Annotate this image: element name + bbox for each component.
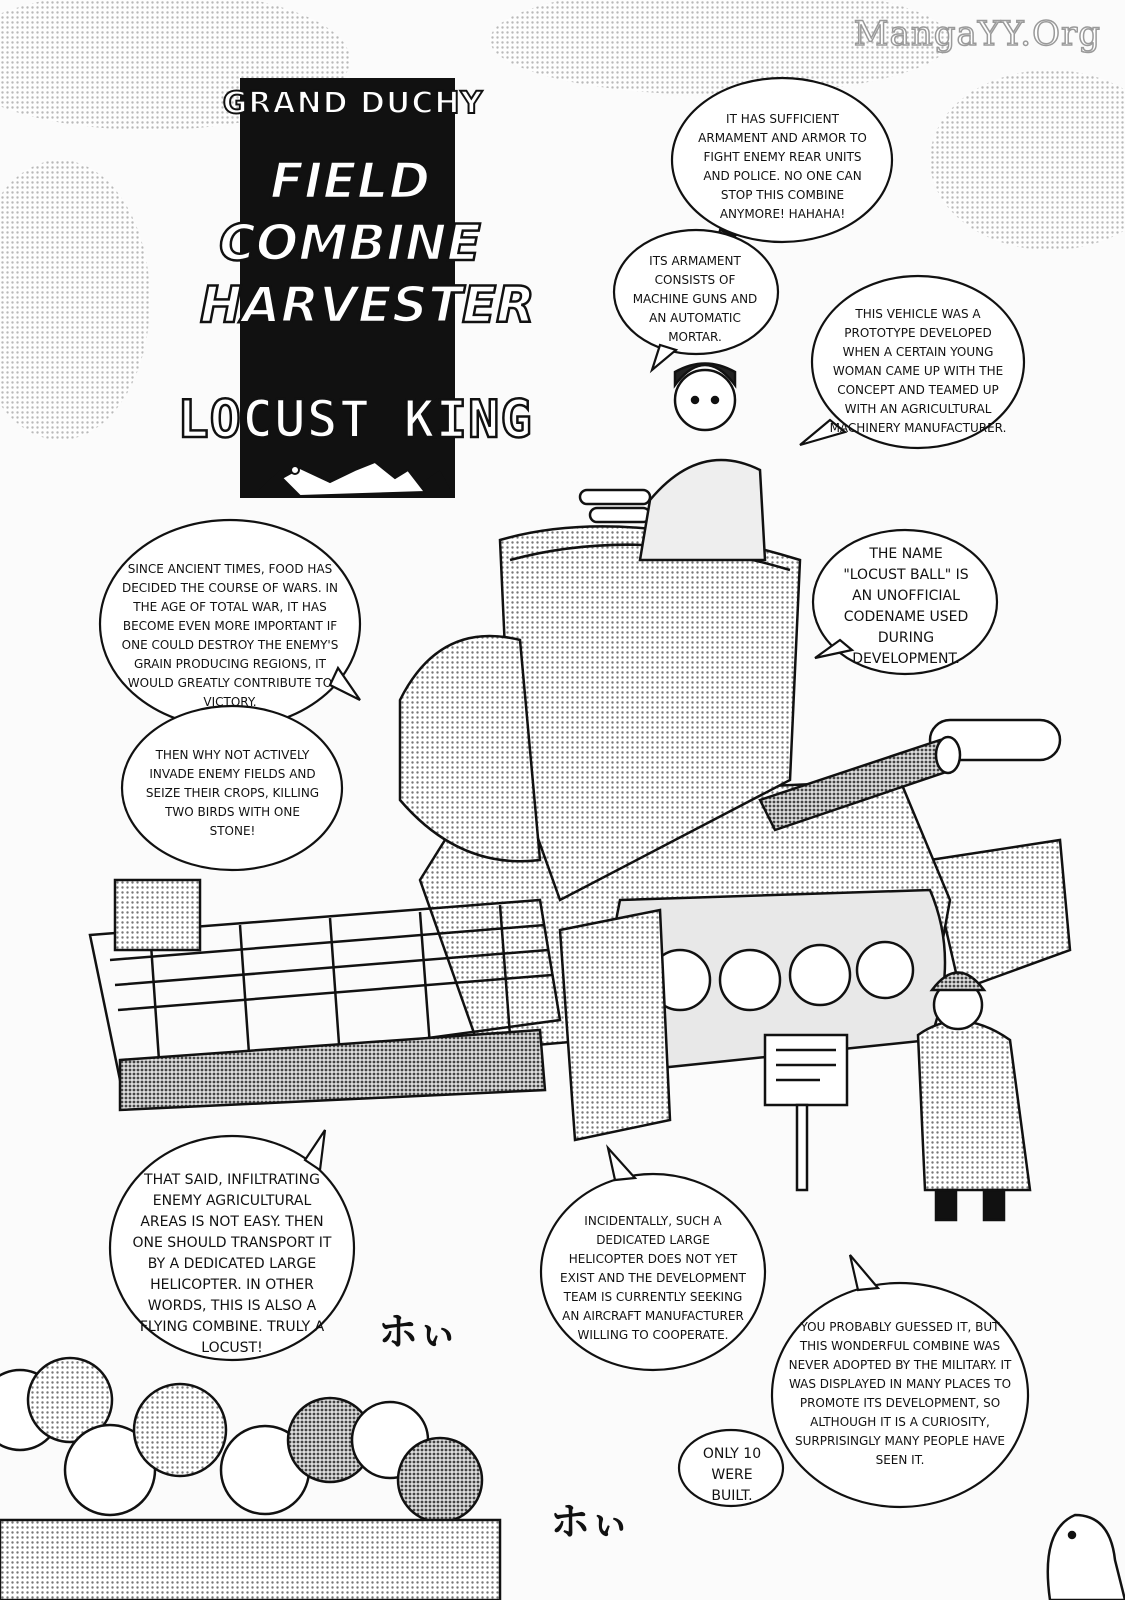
crowd — [0, 1358, 500, 1600]
info-sign — [765, 1035, 847, 1190]
title-line-field: FIELD — [269, 152, 431, 210]
sfx-left: ホぃ — [378, 1309, 458, 1355]
title-main — [200, 150, 535, 336]
bubble-incidentally: INCIDENTALLY, SUCH A DEDICATED LARGE HELICOPTER DOES NOT YET EXIST AND THE DEVELOPMENT TEAM IS CURRENTLY SEEKING AN AIRCRAFT MANUFACTURER WILLING TO COOPERATE. — [560, 1214, 746, 1342]
title-line-harvester: HARVESTER — [200, 276, 535, 334]
bubble-armament: ITS ARMAMENT CONSISTS OF MACHINE GUNS AND AN AUTOMATIC MORTAR. — [632, 254, 758, 344]
bubble-armor: IT HAS SUFFICIENT ARMAMENT AND ARMOR TO FIGHT ENEMY REAR UNITS AND POLICE. NO ONE CAN STOP THIS COMBINE ANYMORE! HAHAHA! — [698, 112, 867, 221]
bubble-codename: THE NAME "LOCUST BALL" IS AN UNOFFICIAL CODENAME USED DURING DEVELOPMENT. — [843, 546, 969, 667]
bubble-invade: THEN WHY NOT ACTIVELY INVADE ENEMY FIELDS AND SEIZE THEIR CROPS, KILLING TWO BIRDS WITH ONE STONE! — [145, 748, 320, 838]
watermark: MangaYY.Org — [853, 14, 1101, 54]
bubble-only-10: ONLY 10 WERE BUILT. — [702, 1446, 762, 1504]
soldier-figure — [918, 973, 1030, 1221]
bubble-adopted: YOU PROBABLY GUESSED IT, BUT THIS WONDERFUL COMBINE WAS NEVER ADOPTED BY THE MILITARY. IT WAS DISPLAYED IN MANY PLACES TO PROMOTE ITS DEVELOPMENT, SO ALTHOUGH IT IS A CURIOSITY, SURPRISINGLY MANY PEOPLE HAVE SEEN IT. — [788, 1320, 1012, 1467]
sfx-right: ホぃ — [550, 1499, 630, 1545]
title-grand-duchy: GRAND DUCHY — [222, 86, 484, 121]
title-line-combine: COMBINE — [219, 214, 481, 272]
title-locust-king: LOCUST KING — [177, 390, 533, 450]
bubble-prototype: THIS VEHICLE WAS A PROTOTYPE DEVELOPED WHEN A CERTAIN YOUNG WOMAN CAME UP WITH THE CONCEPT AND TEAMED UP WITH AN AGRICULTURAL MACHINERY MANUFACTURER. — [829, 307, 1007, 435]
dog-figure — [1048, 1515, 1125, 1600]
bubble-helicopter: THAT SAID, INFILTRATING ENEMY AGRICULTURAL AREAS IS NOT EASY. THEN ONE SHOULD TRANSPORT IT BY A DEDICATED LARGE HELICOPTER. IN OTHER WORDS, THIS IS ALSO A FLYING COMBINE. TRULY A LOCUST! — [132, 1172, 332, 1356]
commander-figure — [640, 364, 765, 561]
bubble-food: SINCE ANCIENT TIMES, FOOD HAS DECIDED THE COURSE OF WARS. IN THE AGE OF TOTAL WAR, IT HAS BECOME EVEN MORE IMPORTANT IF ONE COULD DESTROY THE ENEMY'S GRAIN PRODUCING REGIONS, IT WOULD GREATLY CONTRIBUTE TO VICTORY. — [121, 562, 339, 709]
